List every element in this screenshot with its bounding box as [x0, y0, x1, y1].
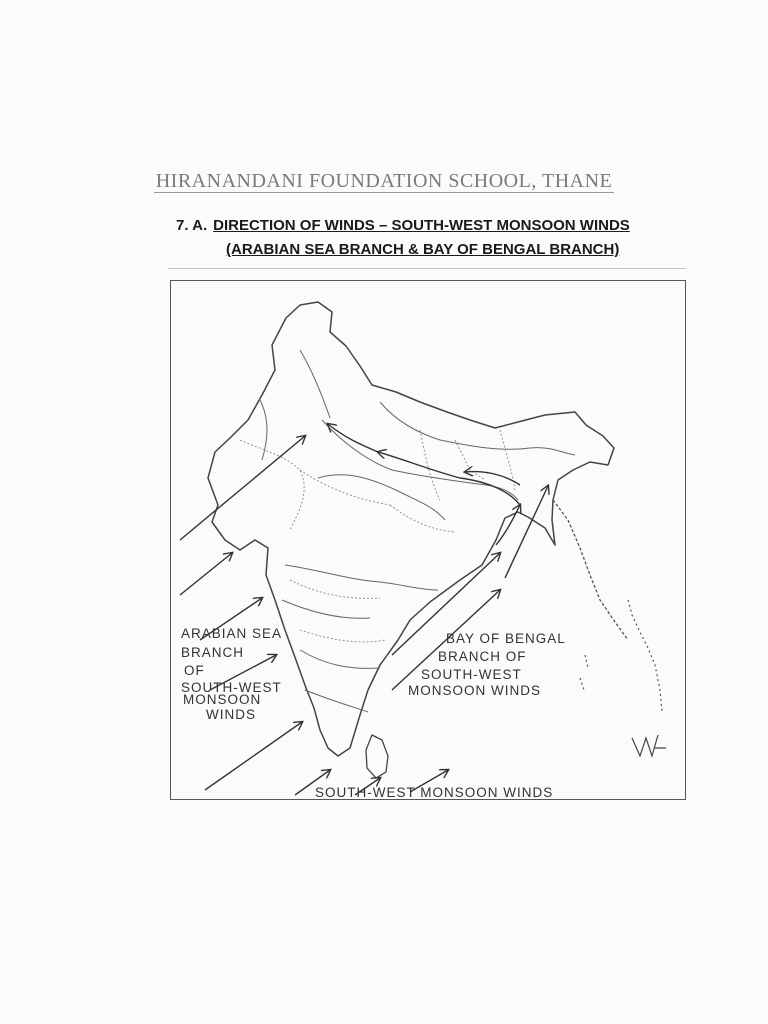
- bottom-winds-label: SOUTH-WEST MONSOON WINDS: [315, 785, 554, 800]
- heading-line-2: (ARABIAN SEA BRANCH & BAY OF BENGAL BRANCH): [226, 241, 620, 258]
- bengal-arrow: [378, 452, 520, 505]
- arabian-arrow: [180, 436, 305, 540]
- question-number: 7. A.: [176, 217, 208, 234]
- bengal-arrow: [496, 505, 520, 545]
- svg-text:BRANCH: BRANCH: [181, 645, 245, 660]
- bay-of-bengal-label: [408, 631, 566, 698]
- northeast-border: [553, 500, 628, 640]
- sri-lanka-outline: [366, 735, 388, 778]
- state-boundaries: [240, 430, 515, 642]
- school-name: HIRANANDANI FOUNDATION SCHOOL, THANE: [155, 170, 613, 192]
- arabian-arrow: [180, 553, 232, 595]
- svg-text:OF: OF: [184, 663, 205, 678]
- signature: [632, 735, 666, 756]
- svg-text:WINDS: WINDS: [206, 707, 256, 722]
- rivers: [260, 350, 575, 712]
- svg-text:ARABIAN SEA: ARABIAN SEA: [181, 626, 283, 641]
- svg-text:MONSOON WINDS: MONSOON WINDS: [408, 683, 541, 698]
- heading-line-1: DIRECTION OF WINDS – SOUTH-WEST MONSOON WINDS: [213, 217, 630, 234]
- svg-text:SOUTH-WEST: SOUTH-WEST: [181, 680, 282, 695]
- svg-text:SOUTH-WEST: SOUTH-WEST: [421, 667, 522, 682]
- arabian-sea-arrows: [180, 436, 448, 795]
- bengal-arrow: [328, 424, 378, 452]
- andaman-islands: [580, 600, 662, 712]
- arabian-arrow: [205, 722, 302, 790]
- bengal-arrow: [505, 486, 548, 578]
- svg-text:MONSOON: MONSOON: [183, 692, 262, 707]
- arabian-sea-label: [181, 626, 282, 722]
- svg-text:BRANCH OF: BRANCH OF: [438, 649, 527, 664]
- svg-text:BAY OF BENGAL: BAY OF BENGAL: [446, 631, 566, 646]
